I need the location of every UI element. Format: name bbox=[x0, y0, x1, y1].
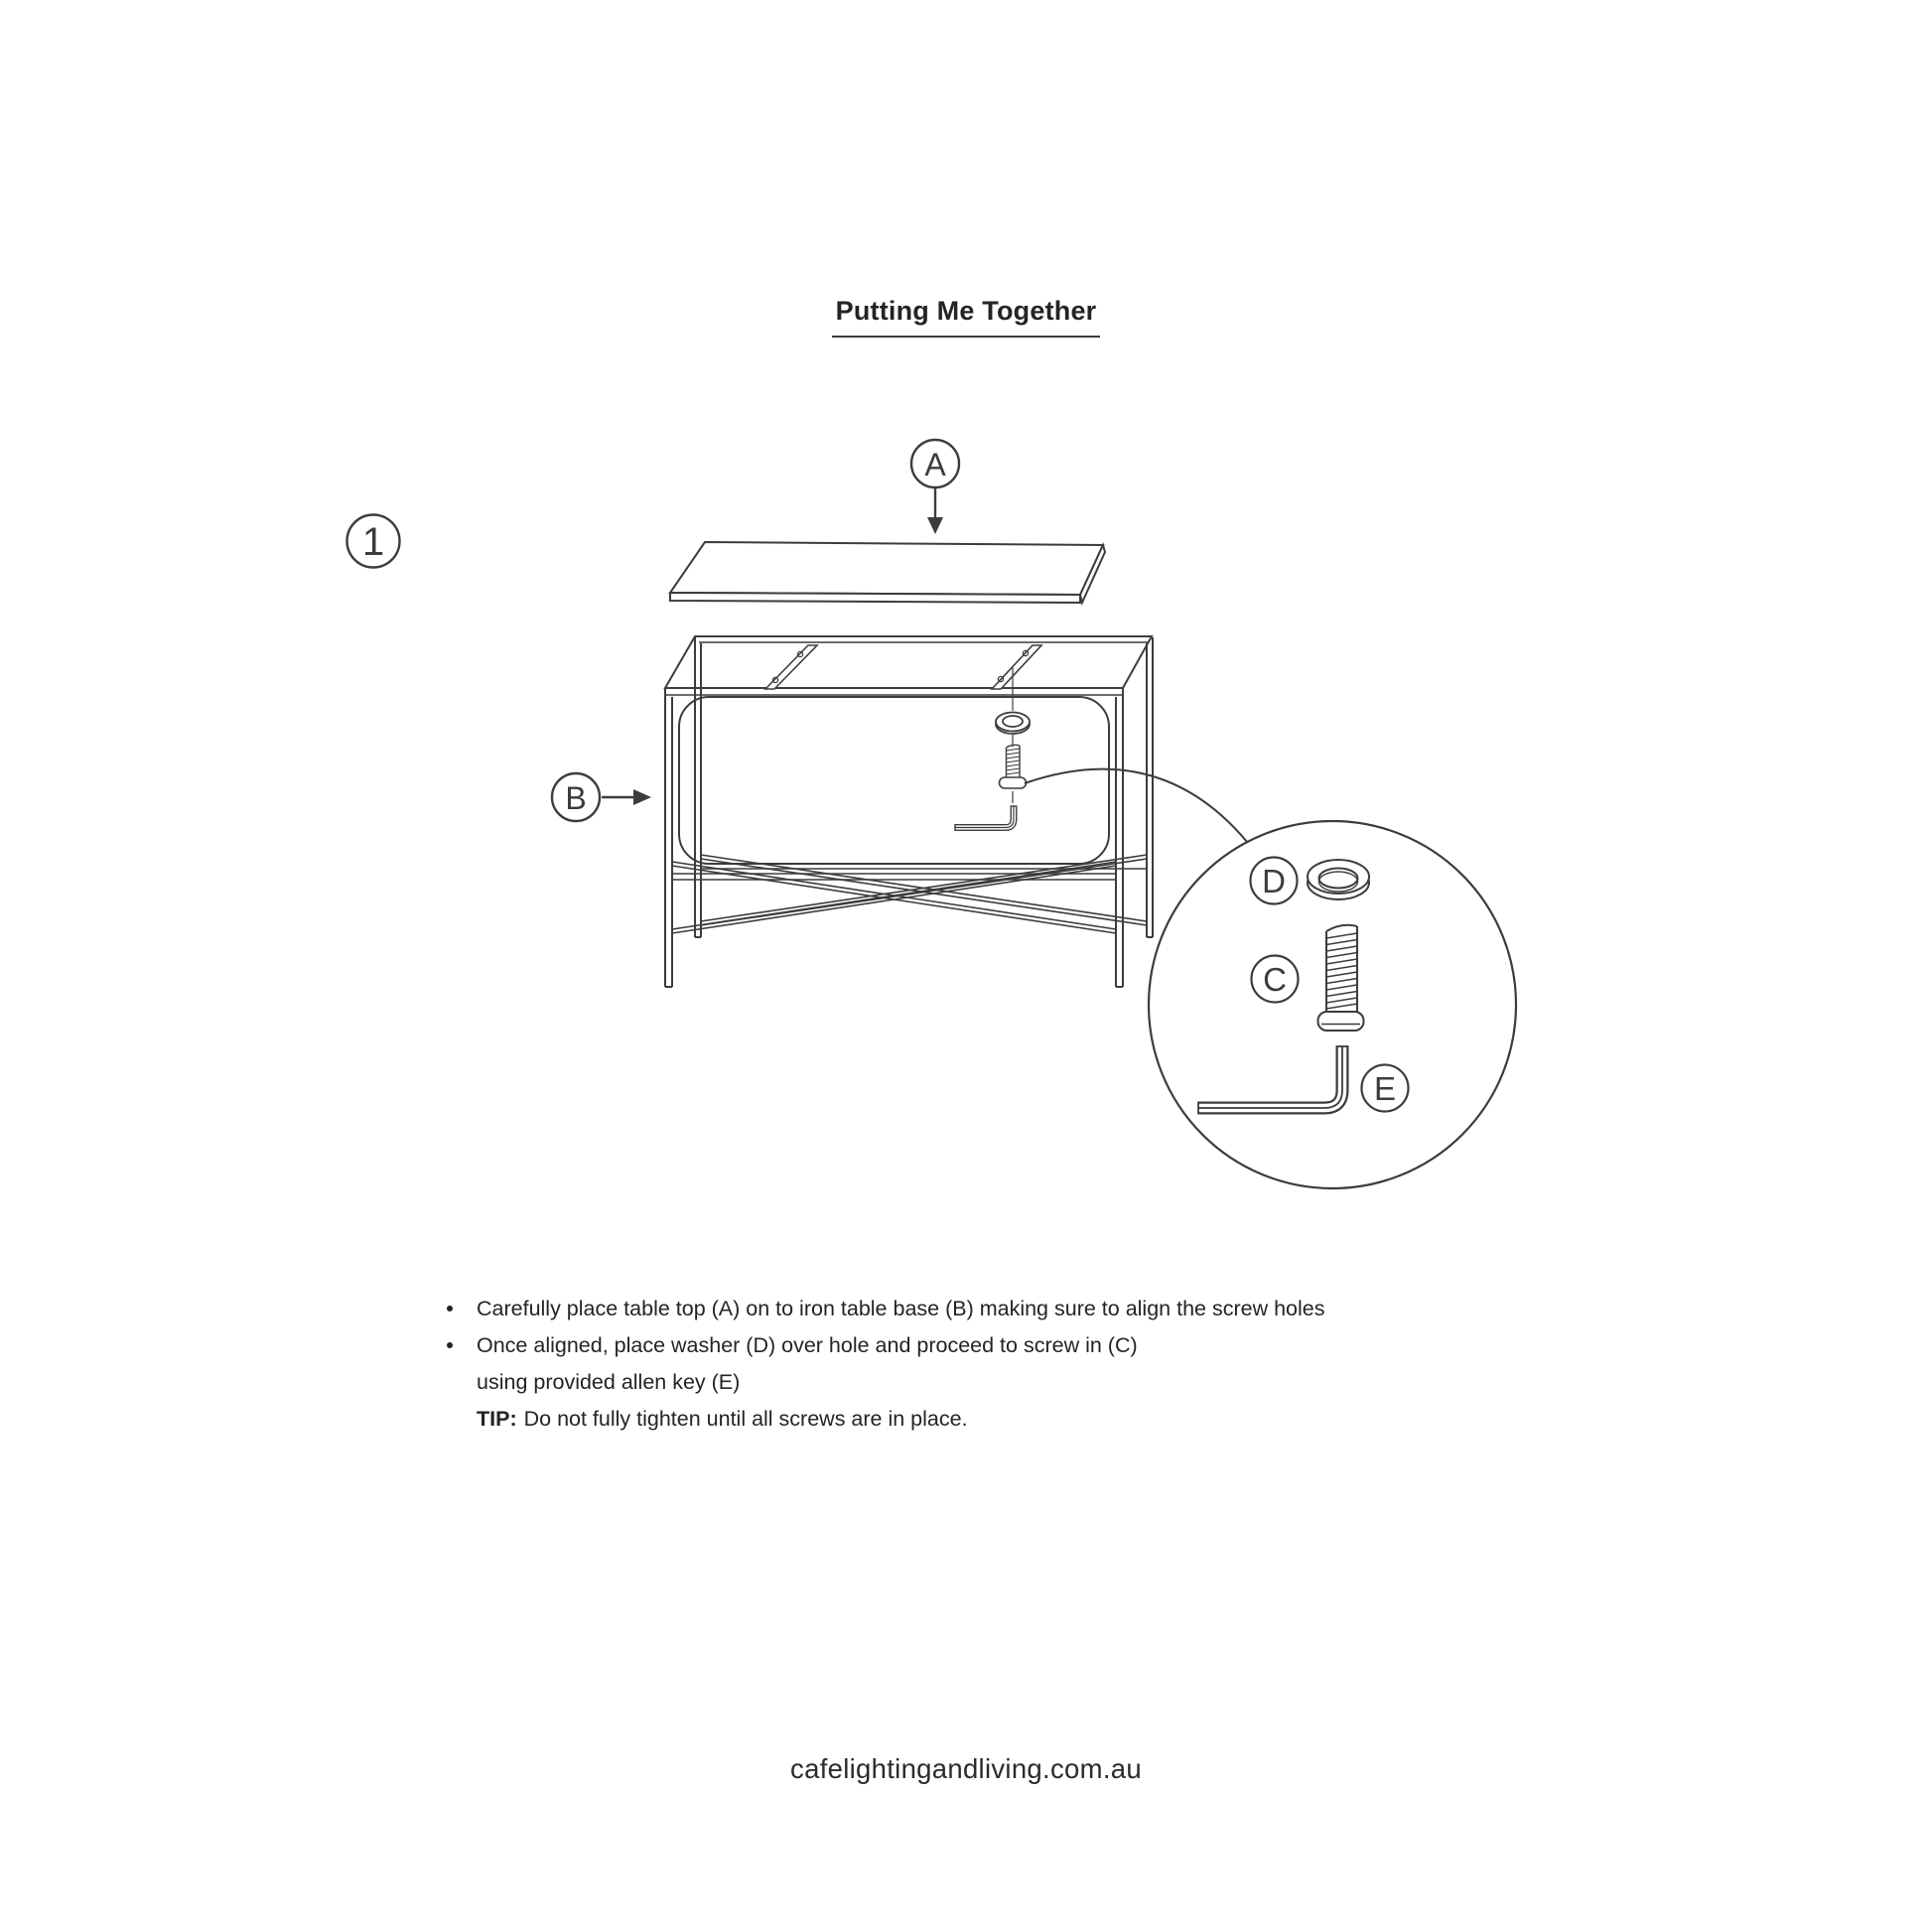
label-e-text: E bbox=[1373, 1070, 1397, 1107]
label-a-arrowhead bbox=[927, 517, 943, 534]
page-title: Putting Me Together bbox=[832, 298, 1101, 338]
label-d-text: D bbox=[1262, 863, 1286, 899]
bullet-dot bbox=[447, 1342, 453, 1348]
x-stretchers bbox=[672, 855, 1147, 933]
instruction-tip bbox=[477, 1401, 1581, 1438]
allen-key-small bbox=[955, 806, 1018, 831]
screw-small bbox=[1000, 745, 1027, 788]
label-b-arrowhead bbox=[633, 789, 651, 805]
washer-large bbox=[1308, 860, 1369, 899]
table-top bbox=[670, 542, 1105, 603]
instruction-text-1: Carefully place table top (A) on to iron table base (B) making sure to align the screw holes bbox=[477, 1297, 1325, 1320]
bullet-dot-cell bbox=[439, 1291, 477, 1311]
bullet-dot bbox=[447, 1306, 453, 1311]
tip-label: TIP: bbox=[477, 1407, 517, 1431]
leader-curve bbox=[1025, 769, 1248, 843]
detail-circle bbox=[1149, 821, 1516, 1188]
title-wrap bbox=[0, 298, 1932, 338]
instruction-bullet-1 bbox=[439, 1291, 1581, 1327]
table-base bbox=[665, 636, 1153, 987]
footer-website: cafelightingandliving.com.au bbox=[790, 1753, 1142, 1784]
instruction-bullet-2 bbox=[439, 1327, 1581, 1438]
instruction-text-2-line1: Once aligned, place washer (D) over hole and proceed to screw in (C) bbox=[477, 1333, 1138, 1357]
step-circle bbox=[347, 515, 400, 568]
tip-text: Do not fully tighten until all screws are in place. bbox=[523, 1407, 968, 1431]
instruction-text-2-line2: using provided allen key (E) bbox=[477, 1370, 741, 1394]
label-b bbox=[552, 773, 651, 821]
label-a-text: A bbox=[924, 447, 946, 483]
label-a bbox=[911, 440, 959, 534]
bullet-dot-cell bbox=[439, 1327, 477, 1348]
instructions bbox=[439, 1291, 1581, 1438]
label-c-text: C bbox=[1263, 961, 1287, 998]
washer-small bbox=[996, 713, 1030, 735]
step-number: 1 bbox=[361, 520, 385, 564]
hardware-inline bbox=[955, 667, 1030, 831]
label-b-text: B bbox=[565, 780, 587, 816]
instruction-text-2 bbox=[477, 1327, 1581, 1438]
